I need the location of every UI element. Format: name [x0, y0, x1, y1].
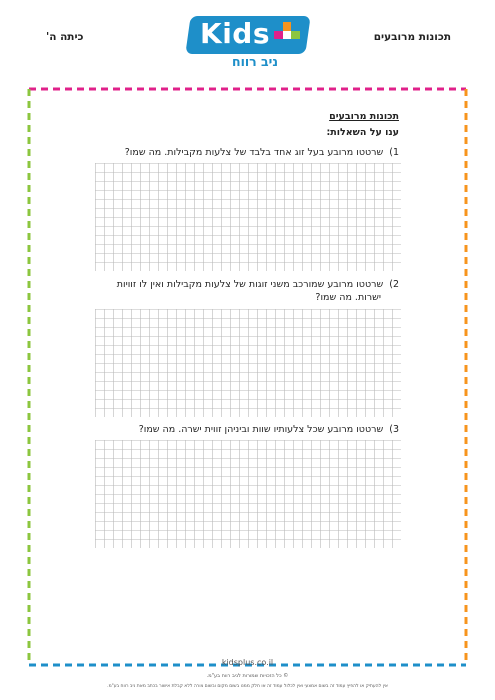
worksheet-title: תכונות מרובעים	[329, 111, 399, 122]
worksheet-heading	[96, 111, 399, 138]
header-worksheet-title: תכונות מרובעים	[373, 31, 451, 43]
question-text: שרטטו מרובע שכל צלעותיו שוות וביניהן זווית ישרה. מה שמו?	[138, 424, 384, 435]
plus-icon	[274, 22, 300, 48]
drawing-grid-2[interactable]	[95, 309, 401, 417]
footer-website-link[interactable]: kidsplus.co.il	[221, 658, 274, 667]
footer-legal-notice: אין להעתיק או להפיץ עמוד זה בשום אמצעי ואין לכלול עמוד זה או חלק ממנו בשום מקום ובשום צורה ללא קבלת אישור בכתב מאת ניב רווח בע"מ.	[107, 684, 388, 689]
question-2	[79, 278, 399, 304]
question-number: 2)	[389, 279, 399, 290]
kids-plus-logo	[188, 16, 308, 70]
header-grade-label: כיתה ה'	[46, 31, 84, 43]
question-number: 3)	[389, 424, 399, 435]
footer-copyright: © כל הזכויות שמורות לניב רווח בע"מ.	[206, 673, 289, 679]
drawing-grid-3[interactable]	[95, 440, 401, 548]
question-3	[79, 423, 399, 436]
question-text-continued: ישרות. מה שמו?	[315, 292, 381, 303]
question-number: 1)	[389, 147, 399, 158]
question-1	[79, 146, 399, 159]
logo-main-text: Kids	[200, 17, 271, 50]
question-text: שרטטו מרובע בעל זוג אחד בלבד של צלעות מקבילות. מה שמו?	[124, 147, 384, 158]
logo-sub-text: ניב רווח	[232, 54, 279, 69]
worksheet-instructions: ענו על השאלות:	[326, 127, 399, 138]
drawing-grid-1[interactable]	[95, 163, 401, 271]
question-text: שרטטו מרובע שמורכב משני זוגות של צלעות מקבילות ואין לו זוויות	[116, 279, 384, 290]
